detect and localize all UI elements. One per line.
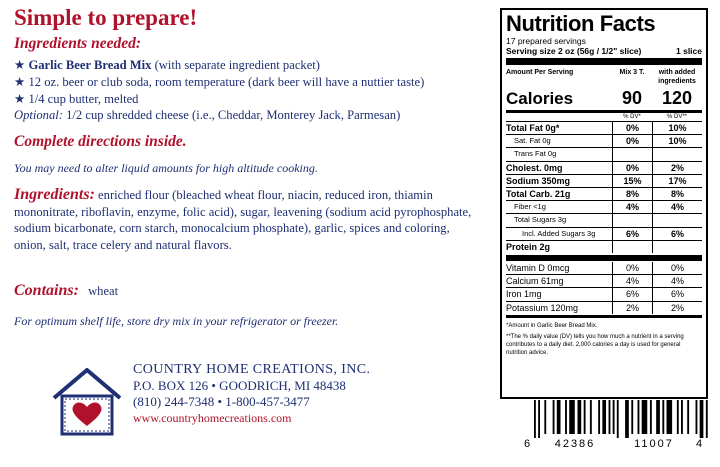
upc-digit-first: 6 bbox=[524, 438, 531, 450]
nutrient-added-dv: 4% bbox=[652, 201, 702, 213]
company-website[interactable]: www.countryhomecreations.com bbox=[133, 411, 292, 425]
barcode-bar bbox=[577, 400, 581, 434]
serving-size-value: 1 slice bbox=[676, 46, 702, 56]
barcode-bar bbox=[642, 400, 648, 434]
nutrient-mix-dv bbox=[612, 148, 652, 160]
nutrient-label: Sat. Fat 0g bbox=[514, 136, 551, 146]
nutrient-row bbox=[506, 147, 702, 160]
storage-note: For optimum shelf life, store dry mix in your refrigerator or freezer. bbox=[14, 314, 339, 328]
vitamin-added-dv: 2% bbox=[652, 302, 702, 314]
vitamin-label: Vitamin D 0mcg bbox=[506, 263, 570, 274]
needed-item-1 bbox=[14, 57, 320, 73]
vitamin-mix-dv: 2% bbox=[612, 302, 652, 314]
vitamin-row bbox=[506, 301, 702, 314]
contains-line bbox=[14, 282, 118, 300]
star-icon: ★ bbox=[14, 92, 26, 106]
nutrient-mix-dv bbox=[612, 241, 652, 253]
house-heart-icon bbox=[48, 362, 126, 440]
upc-left-group: 42386 bbox=[554, 438, 596, 450]
needed-item-2 bbox=[14, 74, 424, 90]
barcode bbox=[534, 400, 710, 438]
barcode-bar bbox=[565, 400, 567, 434]
vitamin-added-dv: 0% bbox=[652, 262, 702, 274]
nutrient-added-dv: 10% bbox=[652, 135, 702, 147]
vitamin-row bbox=[506, 262, 702, 274]
barcode-bar bbox=[631, 400, 633, 434]
barcode-bar bbox=[609, 400, 611, 434]
column-header-row bbox=[506, 66, 702, 86]
barcode-bar bbox=[538, 400, 540, 438]
divider bbox=[506, 58, 702, 65]
upc-digit-last: 4 bbox=[696, 438, 703, 450]
barcode-bar bbox=[696, 400, 698, 434]
barcode-bar bbox=[569, 400, 575, 434]
nutrition-facts-panel bbox=[500, 8, 708, 399]
barcode-bar bbox=[700, 400, 704, 438]
star-icon: ★ bbox=[14, 75, 26, 89]
barcode-bar bbox=[557, 400, 561, 434]
nutrient-row bbox=[506, 227, 702, 240]
calories-label: Calories bbox=[506, 89, 574, 108]
vitamin-rows bbox=[506, 262, 702, 314]
nutrient-mix-dv bbox=[612, 214, 652, 226]
vitamin-row bbox=[506, 287, 702, 300]
barcode-bar bbox=[656, 400, 660, 434]
dv-mix: % DV* bbox=[623, 114, 641, 120]
barcode-bar bbox=[553, 400, 555, 434]
barcode-bar bbox=[650, 400, 652, 434]
nutrient-label: Protein 2g bbox=[506, 241, 551, 252]
divider bbox=[506, 315, 702, 318]
footnote-amount: *Amount in Garlic Beer Bread Mix. bbox=[506, 322, 598, 329]
altitude-note: You may need to alter liquid amounts for high altitude cooking. bbox=[14, 161, 318, 175]
nutrient-added-dv: 17% bbox=[652, 175, 702, 187]
ingredients-label: Ingredients: bbox=[14, 186, 95, 203]
nutrient-label: Cholest. 0mg bbox=[506, 162, 563, 173]
nutrient-row bbox=[506, 134, 702, 147]
contains-label: Contains: bbox=[14, 282, 79, 299]
nutrient-row bbox=[506, 174, 702, 187]
nutrient-label: Total Sugars 3g bbox=[514, 215, 567, 225]
servings-count: 17 prepared servings bbox=[506, 36, 586, 46]
barcode-bar bbox=[662, 400, 664, 434]
vitamin-mix-dv: 4% bbox=[612, 275, 652, 287]
optional-text: 1/2 cup shredded cheese (i.e., Cheddar, Monterey Jack, Parmesan) bbox=[62, 108, 401, 122]
barcode-bar bbox=[544, 400, 546, 434]
nutrient-row bbox=[506, 240, 702, 253]
ingredients-paragraph bbox=[14, 187, 472, 253]
nutrient-added-dv: 6% bbox=[652, 228, 702, 240]
nutrient-label: Sodium 350mg bbox=[506, 175, 571, 186]
barcode-bar bbox=[677, 400, 679, 434]
needed-item-text: 1/4 cup butter, melted bbox=[25, 92, 139, 106]
vitamin-label: Potassium 120mg bbox=[506, 302, 579, 313]
barcode-bar bbox=[667, 400, 673, 434]
needed-item-text: 12 oz. beer or club soda, room temperature (dark beer will have a nuttier taste) bbox=[25, 75, 425, 89]
nutrient-mix-dv: 0% bbox=[612, 135, 652, 147]
barcode-bar bbox=[584, 400, 586, 434]
nutrient-label: Total Fat 0g* bbox=[506, 123, 560, 133]
nutrient-label: Total Carb. 21g bbox=[506, 189, 571, 200]
vitamin-mix-dv: 6% bbox=[612, 288, 652, 300]
vitamin-mix-dv: 0% bbox=[612, 262, 652, 274]
barcode-bar bbox=[613, 400, 615, 434]
upc-digits bbox=[524, 438, 720, 450]
nutrient-added-dv bbox=[652, 241, 702, 253]
company-address: P.O. BOX 126 • GOODRICH, MI 48438 bbox=[133, 378, 346, 393]
nutrient-added-dv bbox=[652, 214, 702, 226]
nutrient-added-dv: 2% bbox=[652, 162, 702, 174]
nutrient-row bbox=[506, 213, 702, 226]
ingredients-text: enriched flour (bleached wheat flour, niacin, reduced iron, thiamin mononitrate, riboflavin, enzyme, folic acid), sugar, leavening (sodium acid pyrophosphate, sodium bicarbonate, corn starch, monocalcium phosphate), garlic, spices and coloring, onion, salt, trace celery and natural flavors. bbox=[14, 188, 472, 252]
nutrient-label: Incl. Added Sugars 3g bbox=[522, 228, 596, 238]
vitamin-label: Iron 1mg bbox=[506, 289, 542, 300]
nutrient-label: Fiber <1g bbox=[514, 202, 546, 212]
needed-item-text: (with separate ingredient packet) bbox=[151, 58, 320, 72]
barcode-bar bbox=[687, 400, 689, 434]
nutrient-row bbox=[506, 187, 702, 200]
ingredients-needed-heading: Ingredients needed: bbox=[14, 35, 142, 52]
vitamin-row bbox=[506, 274, 702, 287]
nutrient-rows bbox=[506, 121, 702, 253]
barcode-bar bbox=[617, 400, 619, 438]
footnote-dv: **The % daily value (DV) tells you how much a nutrient in a serving contributes to a daily diet. 2,000 calories a day is used for general nutrition advice. bbox=[506, 333, 684, 356]
col-added-header: with added ingredients bbox=[658, 69, 696, 85]
barcode-bar bbox=[598, 400, 600, 434]
barcode-bar bbox=[706, 400, 708, 438]
nutrient-row bbox=[506, 200, 702, 213]
company-address-block bbox=[133, 362, 370, 426]
nutrient-added-dv: 8% bbox=[652, 188, 702, 200]
contains-text: wheat bbox=[88, 284, 119, 298]
upc-right-group: 11007 bbox=[634, 438, 674, 450]
directions-heading: Complete directions inside. bbox=[14, 133, 187, 150]
nutrient-row bbox=[506, 121, 702, 134]
star-icon: ★ bbox=[14, 58, 26, 72]
serving-size-label: Serving size 2 oz (56g / 1/2" slice) bbox=[506, 46, 642, 56]
nutrient-added-dv bbox=[652, 148, 702, 160]
calories-mix: 90 bbox=[621, 88, 643, 108]
barcode-bar bbox=[590, 400, 592, 434]
nutrient-mix-dv: 6% bbox=[612, 228, 652, 240]
barcode-bar bbox=[681, 400, 683, 434]
barcode-bar bbox=[534, 400, 536, 438]
serving-size bbox=[506, 46, 702, 56]
nutrient-mix-dv: 8% bbox=[612, 188, 652, 200]
barcode-bar bbox=[638, 400, 640, 434]
calories-added: 120 bbox=[661, 88, 693, 108]
nutrient-mix-dv: 0% bbox=[612, 122, 652, 134]
optional-line bbox=[14, 108, 400, 123]
dv-added: % DV** bbox=[666, 114, 687, 120]
amount-per-serving: Amount Per Serving bbox=[506, 69, 574, 76]
company-phone: (810) 244-7348 • 1-800-457-3477 bbox=[133, 394, 310, 409]
nutrient-row bbox=[506, 161, 702, 174]
optional-label: Optional: bbox=[14, 108, 63, 122]
vitamin-added-dv: 4% bbox=[652, 275, 702, 287]
barcode-bar bbox=[602, 400, 606, 434]
calories-row bbox=[506, 86, 702, 108]
nutrient-added-dv: 10% bbox=[652, 122, 702, 134]
nutrient-mix-dv: 0% bbox=[612, 162, 652, 174]
divider bbox=[506, 255, 702, 261]
page-title: Simple to prepare! bbox=[14, 5, 198, 30]
company-name: COUNTRY HOME CREATIONS, INC. bbox=[133, 362, 371, 377]
nutrition-title: Nutrition Facts bbox=[506, 11, 656, 36]
nutrient-label: Trans Fat 0g bbox=[514, 149, 557, 159]
needed-item-bold: Garlic Beer Bread Mix bbox=[28, 58, 152, 72]
col-mix-header: Mix 3 T. bbox=[619, 69, 645, 76]
vitamin-label: Calcium 61mg bbox=[506, 276, 564, 287]
vitamin-added-dv: 6% bbox=[652, 288, 702, 300]
nutrient-mix-dv: 4% bbox=[612, 201, 652, 213]
barcode-bar bbox=[625, 400, 629, 438]
dv-header-row bbox=[506, 113, 702, 121]
needed-item-3 bbox=[14, 91, 138, 107]
nutrient-mix-dv: 15% bbox=[612, 175, 652, 187]
